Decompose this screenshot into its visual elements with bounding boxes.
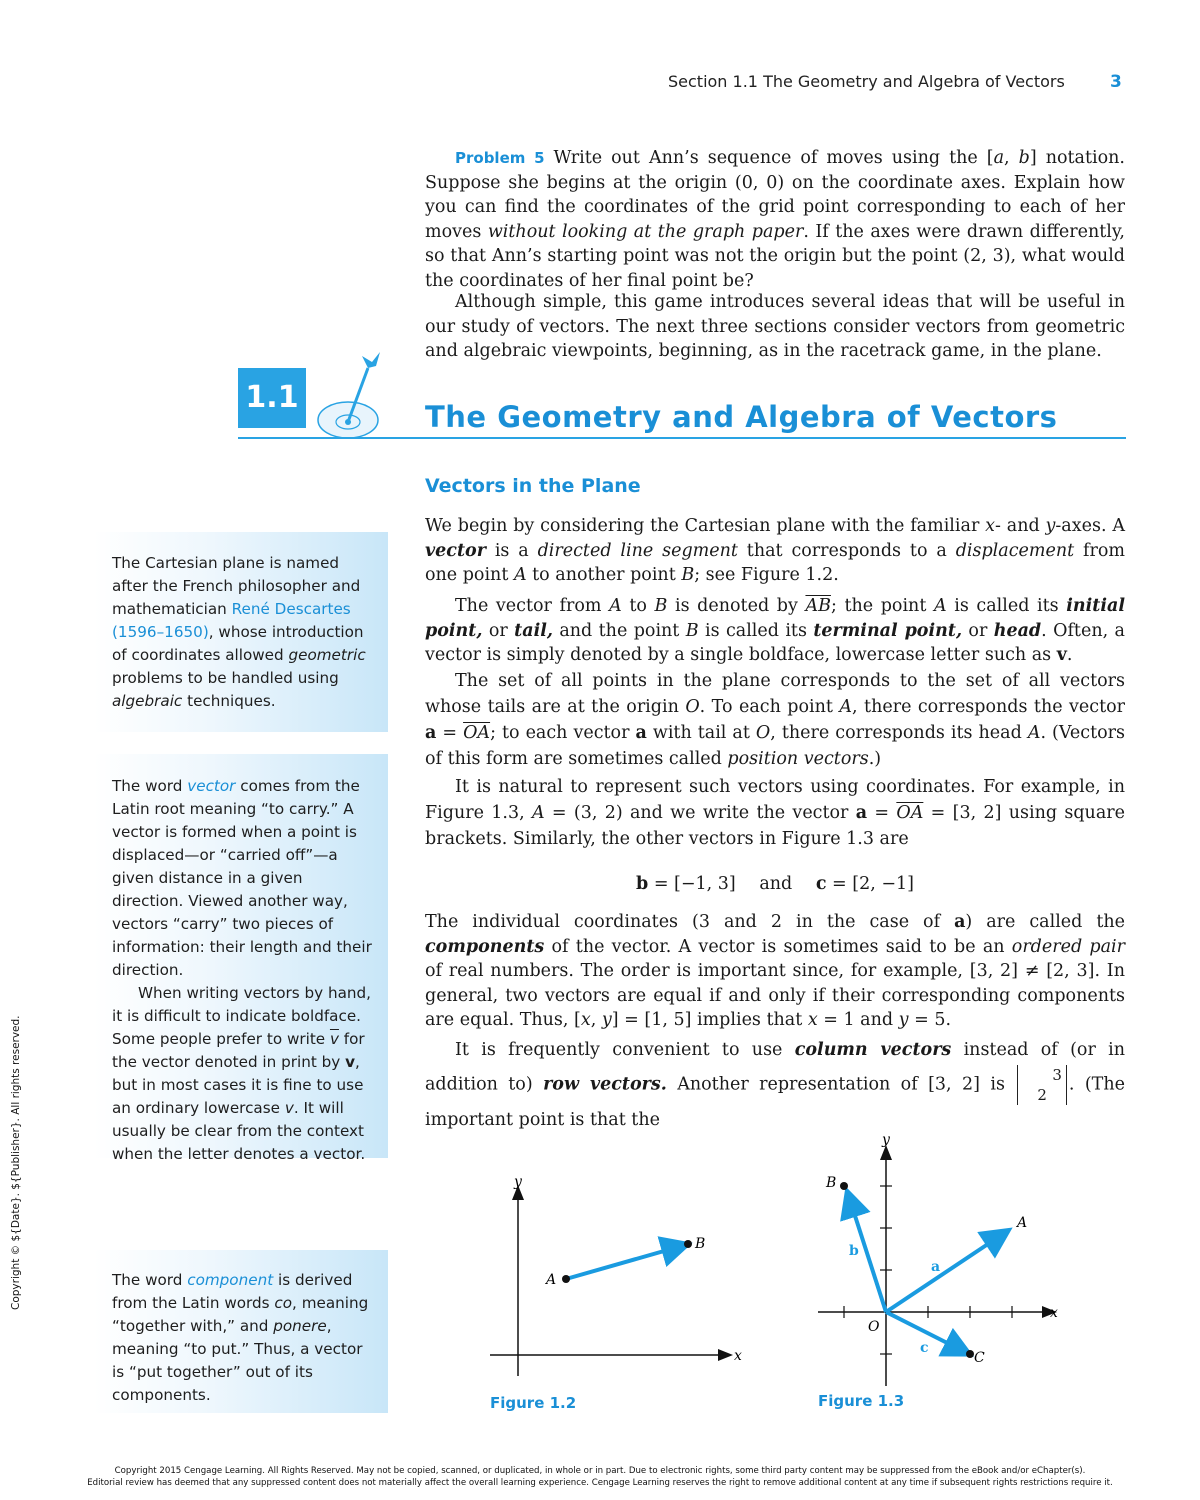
running-header: Section 1.1 The Geometry and Algebra of Vectors bbox=[668, 72, 1065, 91]
dart-target-icon bbox=[310, 348, 388, 440]
intro-paragraph: Although simple, this game introduces several ideas that will be useful in our study of vectors. The next three sections consider vectors from geometric and algebraic viewpoints, beginning, as in the racetrack game, in the plane. bbox=[425, 292, 1125, 361]
problem-label: Problem 5 bbox=[455, 149, 545, 167]
paragraph-1: We begin by considering the Cartesian plane with the familiar x- and y-axes. A vector is a directed line segment that corresponds to a displacement from one point A to another point B; see Figure 1.2. bbox=[425, 516, 1125, 585]
fig13-label-b: b bbox=[849, 1243, 859, 1259]
fig12-vector-AB bbox=[566, 1245, 685, 1279]
fig12-label-B: B bbox=[695, 1236, 706, 1252]
footer-line-1: Copyright 2015 Cengage Learning. All Rights Reserved. May not be copied, scanned, or duplicated, in whole or in part. Due to electronic rights, some third party content may be suppressed from the eBook and/or eChapter(s). bbox=[114, 1466, 1086, 1476]
column-vector: 3 2 bbox=[1017, 1065, 1067, 1105]
fig12-y-label: y bbox=[514, 1174, 522, 1190]
fig13-x-label: x bbox=[1050, 1305, 1058, 1321]
fig13-point-C bbox=[966, 1350, 974, 1358]
paragraph-6: It is frequently convenient to use column vectors instead of (or in addition to) row vectors. Another representation of [3, 2] is 3 2. (The important point is that the bbox=[425, 1040, 1125, 1130]
sidebar-descartes: The Cartesian plane is named after the French philosopher and mathematician René Descartes (1596–1650), whose introduction of coordinates allowed geometric problems to be handled using algebraic techniques. bbox=[94, 532, 388, 732]
page-number: 3 bbox=[1110, 72, 1122, 92]
subsection-heading: Vectors in the Plane bbox=[425, 475, 641, 497]
paragraph-5: The individual coordinates (3 and 2 in the case of a) are called the components of the vector. A vector is sometimes said to be an ordered pair of real numbers. The order is important since, for example, [3, 2] ≠ [2, 3]. In general, two vectors are equal if and only if their corresponding components are equal. Thus, [x, y] = [1, 5] implies that x = 1 and y = 5. bbox=[425, 912, 1126, 1030]
vector-OA: $\overline{OA}$ bbox=[463, 723, 491, 743]
footer-line-2: Editorial review has deemed that any suppressed content does not materially affect the overall learning experience. Cengage Learning reserves the right to remove additional content at any time if subsequent rights restrictions require it. bbox=[87, 1478, 1113, 1488]
fig12-x-label: x bbox=[734, 1348, 742, 1364]
fig13-label-c: c bbox=[920, 1340, 929, 1356]
paragraph-4: It is natural to represent such vectors using coordinates. For example, in Figure 1.3, A = (3, 2) and we write the vector $a = \overline{OA} = [3$, 2] using square brackets. Similarly, the other vectors in Figure 1.3 are bbox=[425, 777, 1125, 849]
fig13-origin-label: O bbox=[868, 1319, 880, 1335]
fig12-point-A bbox=[562, 1275, 570, 1283]
sidebar-vector-word: The word vector comes from the Latin root meaning “to carry.” A vector is formed when a point is displaced—or “carried off”—a given distance in a given direction. Viewed another way, vectors “carry” two pieces of information: their length and their direction. When writing vectors by hand, it is difficult to indicate boldface. Some people prefer to write $\overline{v}$ for the vector denoted in print by v, but in most cases it is fine to use an ordinary lowercase v. It will usually be clear from the context when the letter denotes a vector. bbox=[94, 754, 388, 1158]
fig13-point-B bbox=[840, 1182, 848, 1190]
fig12-point-B bbox=[684, 1240, 692, 1248]
fig13-y-label: y bbox=[882, 1132, 890, 1148]
paragraph-3: The set of all points in the plane corresponds to the set of all vectors whose tails are at the origin O. To each point A, there corresponds the vector $a = \overline{OA}$; to each vector a with tail at O, there corresponds its head A. (Vectors of this form are sometimes called position vectors.) bbox=[425, 671, 1126, 769]
fig13-vector-a bbox=[886, 1232, 1006, 1312]
figure-1-2-caption: Figure 1.2 bbox=[490, 1394, 577, 1412]
fig13-label-a: a bbox=[931, 1259, 941, 1275]
vector-OA-2: $\overline{OA}$ bbox=[896, 803, 924, 823]
problem-5: Problem 5 Write out Ann’s sequence of moves using the [a, b] notation. Suppose she begins at the origin (0, 0) on the coordinate axes. Explain how you can find the coordinates of the grid point corresponding to each of her moves without looking at the graph paper. If the axes were drawn differently, so that Ann’s starting point was not the origin but the point (2, 3), what would the coordinates of her final point be? bbox=[425, 148, 1125, 291]
fig13-label-C: C bbox=[974, 1350, 985, 1366]
section-rule bbox=[238, 437, 1126, 439]
fig13-label-B: B bbox=[826, 1175, 837, 1191]
paragraph-2: The vector from A to B is denoted by $\overline{AB}$; the point A is called its initial point, or tail, and the point B is called its terminal point, or head. Often, a vector is simply denoted by a single boldface, lowercase letter such as v. bbox=[425, 596, 1125, 665]
figure-1-3-caption: Figure 1.3 bbox=[818, 1392, 905, 1410]
fig12-label-A: A bbox=[546, 1272, 557, 1288]
vector-AB: $\overline{AB}$ bbox=[805, 596, 831, 616]
fig13-label-A: A bbox=[1017, 1215, 1028, 1231]
section-number-box: 1.1 bbox=[238, 368, 306, 428]
figure-1-3 bbox=[800, 1130, 1070, 1390]
side-copyright: Copyright © ${Date}. ${Publisher}. All rights reserved. bbox=[10, 1015, 22, 1310]
sidebar-component-word: The word component is derived from the Latin words co, meaning “together with,” and ponere, meaning “to put.” Thus, a vector is “put together” out of its components. bbox=[94, 1250, 388, 1413]
figure-1-2 bbox=[480, 1170, 760, 1390]
section-title: The Geometry and Algebra of Vectors bbox=[425, 400, 1058, 434]
equation-bc: b = [−1, 3] and c = [2, −1] bbox=[636, 874, 914, 894]
